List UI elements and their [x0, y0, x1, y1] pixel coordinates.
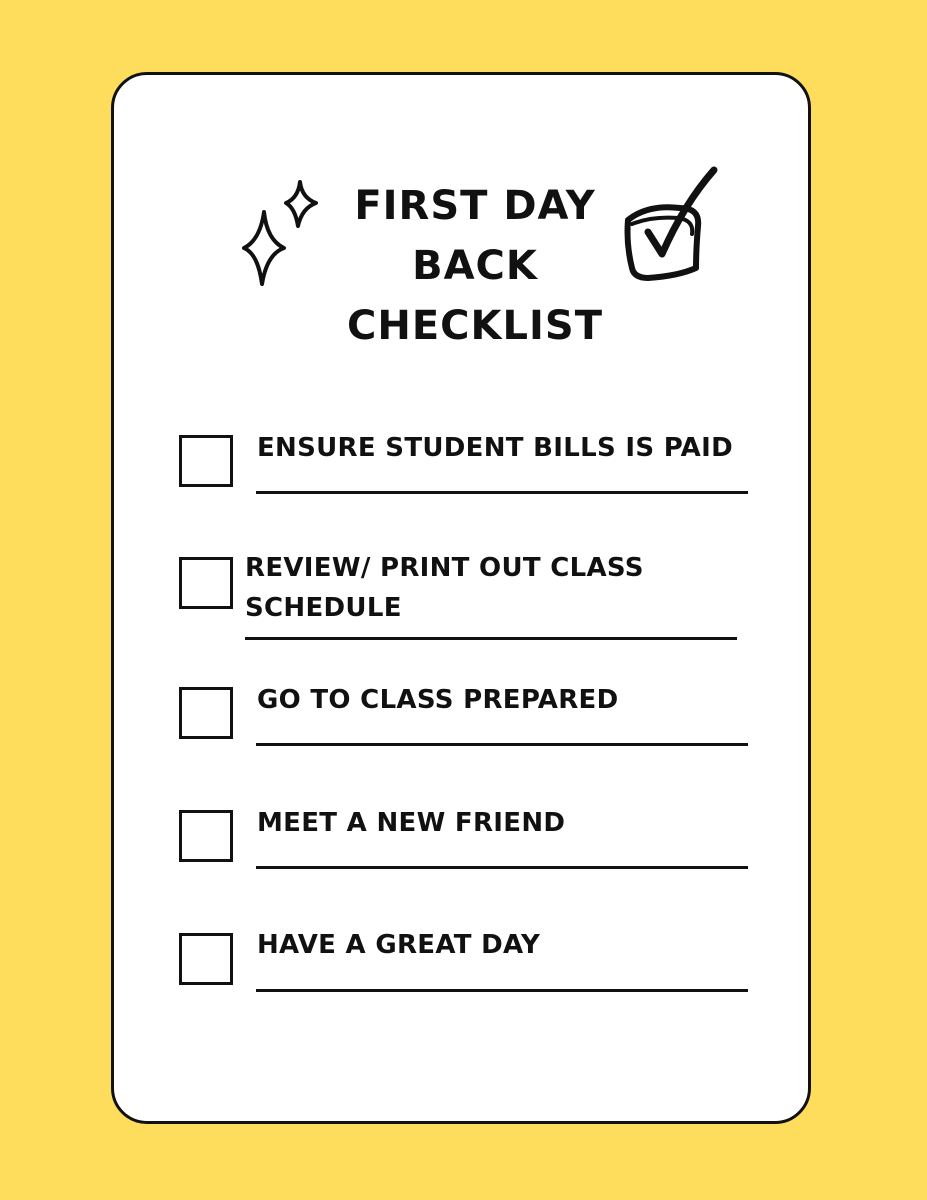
checklist-item-label: REVIEW/ PRINT OUT CLASS SCHEDULE [245, 553, 644, 623]
checkbox[interactable] [179, 687, 233, 739]
underline [256, 491, 748, 494]
underline [245, 637, 737, 640]
title-line-2: BACK [412, 243, 538, 289]
title-line-1: FIRST DAY [354, 183, 596, 229]
checklist-item-label: MEET A NEW FRIEND [257, 808, 566, 838]
checkbox[interactable] [179, 810, 233, 862]
checkbox[interactable] [179, 933, 233, 985]
checklist-item-label: GO TO CLASS PREPARED [257, 685, 619, 715]
checklist-item-label: HAVE A GREAT DAY [257, 930, 541, 960]
page-title [300, 176, 650, 356]
checkbox[interactable] [179, 435, 233, 487]
checkbox[interactable] [179, 557, 233, 609]
underline [256, 743, 748, 746]
title-line-3: CHECKLIST [347, 303, 603, 349]
checked-box-icon [618, 164, 722, 288]
underline [256, 866, 748, 869]
underline [256, 989, 748, 992]
checklist-item-label: ENSURE STUDENT BILLS IS PAID [257, 433, 733, 463]
